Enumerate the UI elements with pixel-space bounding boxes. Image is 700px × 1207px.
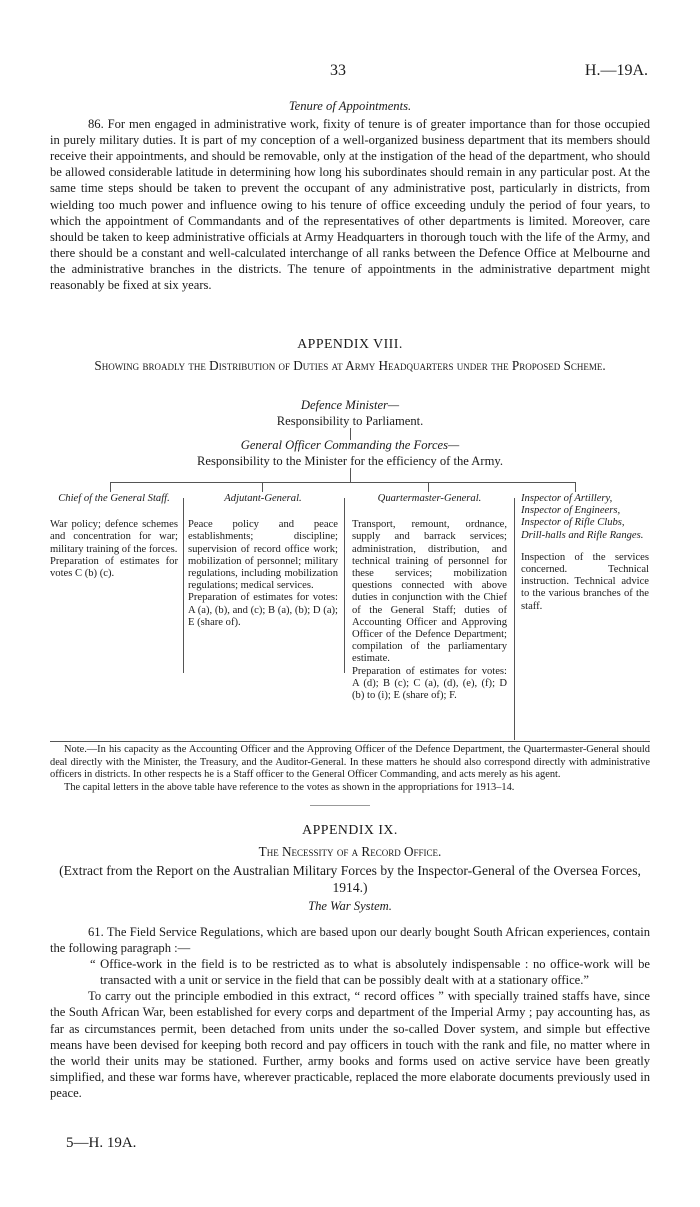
- branch-drop: [428, 482, 429, 492]
- page-header: [0, 62, 700, 82]
- org-chart-goc: [50, 437, 650, 469]
- appendix-8-subtitle: Showing broadly the Distribution of Duties at Army Headquarters under the Proposed Scheme.: [94, 358, 606, 374]
- branch-line: [110, 482, 575, 483]
- branch-drop: [262, 482, 263, 492]
- org-chart-top: [50, 397, 650, 429]
- tenure-heading: Tenure of Appointments.: [288, 99, 412, 113]
- column-quartermaster-general: [352, 493, 507, 702]
- column-body: Inspection of the services concerned. Technical instruction. Technical advice to the various branches of the staff.: [521, 551, 649, 612]
- page-number: 33: [330, 62, 346, 79]
- column-divider: [344, 498, 345, 673]
- minister-title: Defence Minister—: [300, 398, 400, 412]
- column-body: War policy; defence schemes and concentration for war; military training of the forces. Preparation of estimates for votes C (b) (c).: [50, 519, 178, 580]
- appendix-8-header: [50, 336, 650, 374]
- goc-responsibility: Responsibility to the Minister for the efficiency of the Army.: [196, 454, 504, 469]
- column-inspectors: [521, 493, 649, 613]
- column-divider: [183, 498, 184, 673]
- appendix-9-body: [50, 924, 650, 1101]
- paragraph-record-offices: To carry out the principle embodied in this extract, “ record offices ” with specially trained staffs have, since the South African War, been established for every corps and department of the Imperial Army ; pay accounting has, as far as circumstances permit, been detached from units under the so-called Dover system, and simple but effective means have been devised for keeping both record and pay officers in touch with the rank and file, no matter where in the world their units may be stationed. Further, army books and forms used on active service have been greatly simplified, and these war forms have, wherever practicable, replaced the more elaborate documents previously used in peace.: [50, 989, 650, 1100]
- column-heading: Quartermaster-General.: [377, 493, 482, 504]
- goc-title: General Officer Commanding the Forces—: [240, 438, 460, 452]
- war-system-heading: The War System.: [308, 899, 392, 914]
- note-1: Note.—In his capacity as the Accounting Officer and the Approving Officer of the Defence Department, the Quartermaster-General should deal directly with the Minister, the Treasury, and the Auditor-General. In these matters he should also correspond directly with administrative officers in districts. In other respects he is a Staff officer to the General Officer Commanding, and acts merely as his agent.: [50, 744, 650, 781]
- column-chief-general-staff: [50, 493, 178, 580]
- column-body: Peace policy and peace establishments; discipline; supervision of record office work; mobilization of personnel; military regulations, including mobilization regulations; medical services. Preparation of estimates for votes: A (a), (b), and (c); B (a), (b); D (a); E (share of).: [188, 519, 338, 628]
- paragraph-86: 86. For men engaged in administrative work, fixity of tenure is of greater importance than for those occupied in purely military duties. It is part of my conception of a well-organized business department that its members should receive their appointments, and should be removable, only at the instigation of the head of the department, who should be allowed considerable latitude in determining how long his subordinates should remain in any particular post. At the same time steps should be taken to prevent the occupant of any administrative post, particularly in districts, from wielding too much power and influence owing to his tenure of office exceeding unduly the period of four years, to which the appointment of Commandants and of the representatives of other departments is limited. Moreover, care should be taken to keep administrative officials at Army Headquarters in thorough touch with the life of the Army, and there should be a constant and well-calculated interchange of all ranks between the Defence Office at Melbourne and the administrative branches in the districts. The tenure of appointments in the administrative department might reasonably be fixed at six years.: [50, 117, 650, 293]
- column-heading: Chief of the General Staff.: [58, 493, 170, 504]
- branch-drop: [575, 482, 576, 492]
- minister-responsibility: Responsibility to Parliament.: [276, 414, 424, 429]
- appendix-9-title: APPENDIX IX.: [302, 822, 398, 837]
- tenure-section: [50, 98, 650, 293]
- paragraph-61: 61. The Field Service Regulations, which are based upon our dearly bought South African experiences, contain the following paragraph :—: [50, 925, 650, 956]
- section-divider: [310, 805, 370, 806]
- signature-mark: 5—H. 19A.: [66, 1135, 137, 1151]
- branch-drop: [110, 482, 111, 492]
- appendix-8-title: APPENDIX VIII.: [297, 336, 403, 351]
- appendix-9-subtitle: The Necessity of a Record Office.: [258, 844, 442, 860]
- column-divider: [514, 498, 515, 740]
- extract-note: (Extract from the Report on the Australian Military Forces by the Inspector-General of the Oversea Forces, 1914.): [59, 863, 641, 895]
- column-heading: Inspector of Artillery, Inspector of Engineers, Inspector of Rifle Clubs, Drill-halls and Rifle Ranges.: [521, 493, 644, 541]
- column-body: Transport, remount, ordnance, supply and barrack services; administration, distribution, and technical training of personnel for these services; mobilization questions connected with above duties in conjunction with the Chief of the General Staff; duties of Accounting Officer and Approving Officer of the Defence Department; compilation of the parliamentary estimate. Preparation of estimates for votes: A (d); B (c); C (a), (d), (e), (f); D (b) to (i); E (share of); F.: [352, 519, 507, 702]
- column-adjutant-general: [188, 493, 338, 629]
- connector-line: [350, 468, 351, 482]
- document-reference: H.—19A.: [584, 62, 648, 79]
- column-heading: Adjutant-General.: [224, 493, 302, 504]
- appendix-8-notes: [50, 744, 650, 794]
- appendix-9-header: [50, 822, 650, 914]
- quoted-regulation: “ Office-work in the field is to be restricted as to what is absolutely indispensable : no office-work will be transacted with a unit or service in the field that can be possibly dealt with at a stationary office.”: [90, 957, 650, 988]
- table-bottom-rule: [50, 741, 650, 742]
- note-2: The capital letters in the above table have reference to the votes as shown in the appropriations for 1913–14.: [64, 781, 515, 793]
